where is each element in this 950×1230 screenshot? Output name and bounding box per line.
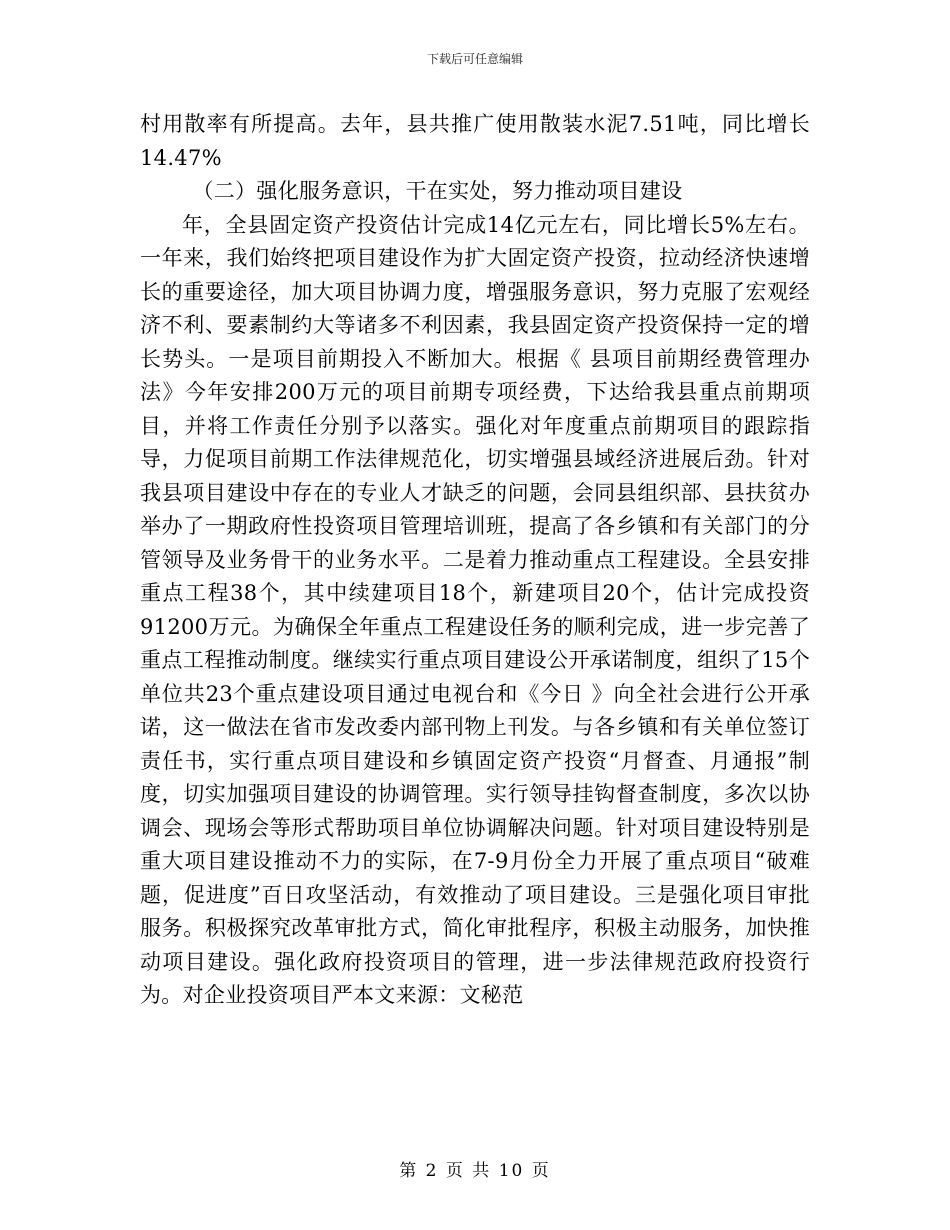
page-header: 下载后可任意编辑	[426, 52, 523, 66]
page-number: 第 2 页 共 10 页	[399, 1161, 551, 1181]
paragraph-continuation: 村用散率有所提高。去年，县共推广使用散装水泥7.51吨，同比增长14.47%	[140, 112, 810, 170]
document-body	[140, 108, 810, 1013]
paragraph-main: 年，全县固定资产投资估计完成14亿元左右，同比增长5%左右。一年来，我们始终把项目建设作为扩大固定资产投资，拉动经济快速增长的重要途径，加大项目协调力度，增强服务意识，努力克服了宏观经济不利、要素制约大等诸多不利因素，我县固定资产投资保持一定的增长势头。一是项目前期投入不断加大。根据《 县项目前期经费管理办法》今年安排200万元的项目前期专项经费，下达给我县重点前期项目，并将工作责任分别予以落实。强化对年度重点前期项目的跟踪指导，力促项目前期工作法律规范化，切实增强县域经济进展后劲。针对我县项目建设中存在的专业人才缺乏的问题，会同县组织部、县扶贫办举办了一期政府性投资项目管理培训班，提高了各乡镇和有关部门的分管领导及业务骨干的业务水平。二是着力推动重点工程建设。全县安排重点工程38个，其中续建项目18个，新建项目20个，估计完成投资91200万元。为确保全年重点工程建设任务的顺利完成，进一步完善了重点工程推动制度。继续实行重点项目建设公开承诺制度，组织了15个单位共23个重点建设项目通过电视台和《今日 》向全社会进行公开承诺，这一做法在省市发改委内部刊物上刊发。与各乡镇和有关单位签订责任书，实行重点项目建设和乡镇固定资产投资“月督查、月通报”制度，切实加强项目建设的协调管理。实行领导挂钩督查制度，多次以协调会、现场会等形式帮助项目单位协调解决问题。针对项目建设特别是重大项目建设推动不力的实际，在7-9月份全力开展了重点项目“破难题，促进度”百日攻坚活动，有效推动了项目建设。三是强化项目审批服务。积极探究改革审批方式，简化审批程序，积极主动服务，加快推动项目建设。强化政府投资项目的管理，进一步法律规范政府投资行为。对企业投资项目严本文来源：文秘范	[140, 212, 810, 1007]
section-heading: （二）强化服务意识，干在实处，努力推动项目建设	[192, 179, 683, 203]
